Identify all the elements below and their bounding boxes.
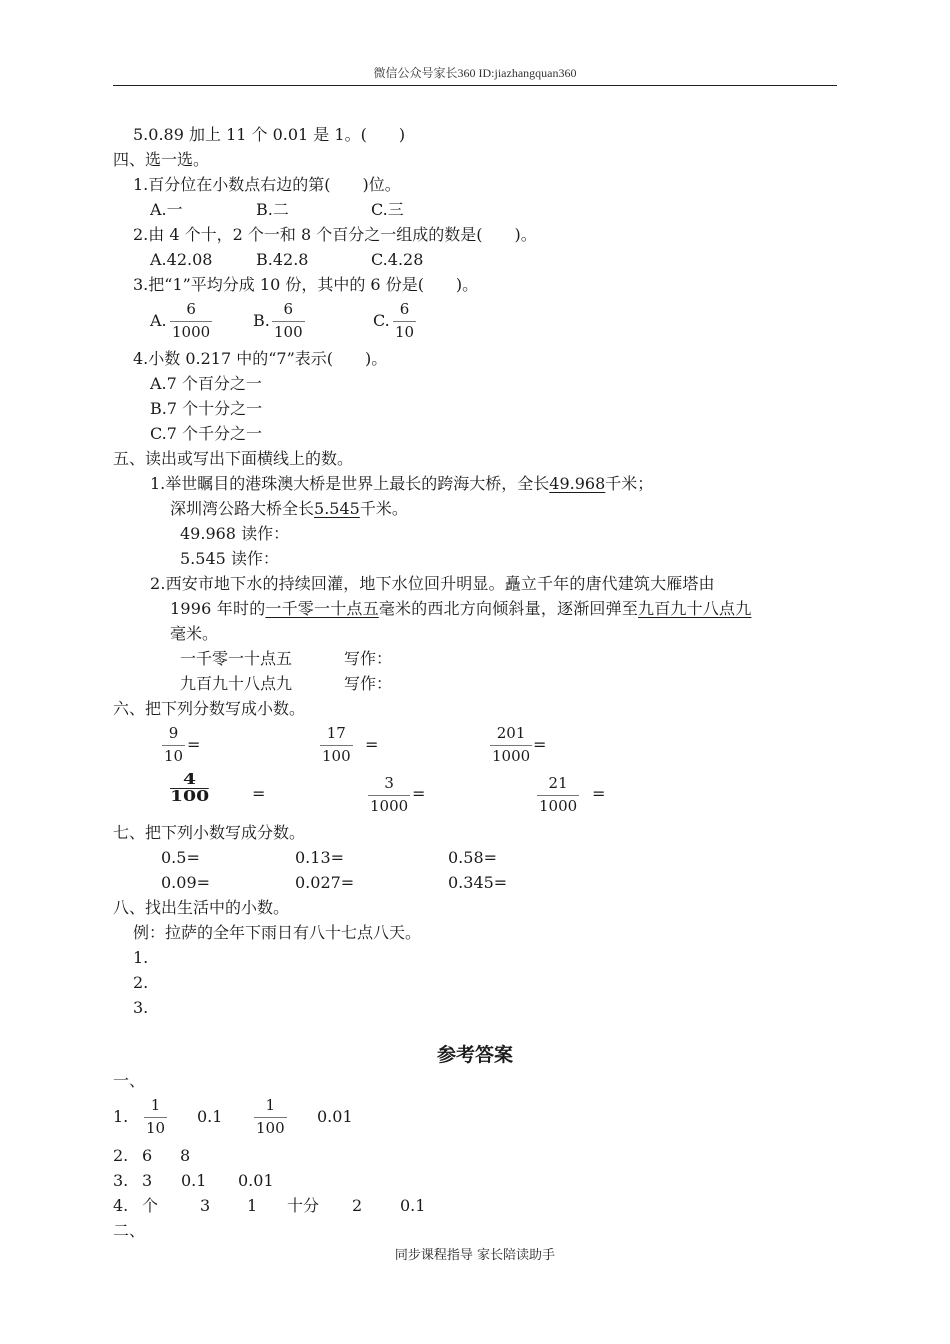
fraction-denominator: 10: [146, 1119, 166, 1137]
answer-2-item: 6: [142, 1146, 153, 1165]
fraction-numerator: 1: [265, 1096, 276, 1114]
answer-3-prefix: 3.: [113, 1171, 129, 1190]
section-7-title: 七、把下列小数写成分数。: [113, 823, 306, 842]
s4-q1-option-c: C.三: [371, 200, 404, 219]
fraction-denominator: 1000: [492, 747, 531, 765]
answer-1-fraction-2: [254, 1098, 287, 1136]
s4-q1-option-b: B.二: [256, 200, 289, 219]
s6-equals-6: =: [592, 784, 606, 803]
answer-1-prefix: 1.: [113, 1107, 129, 1126]
s6-fraction-6: [537, 776, 579, 814]
s8-blank-item: 3.: [133, 998, 149, 1017]
s6-equals-1: =: [187, 735, 201, 754]
s4-q2-option-c: C.4.28: [371, 250, 424, 269]
s8-blank-item: 1.: [133, 948, 149, 967]
s6-fraction-3: [490, 726, 532, 764]
fraction-numerator: 3: [384, 774, 394, 792]
fraction-denominator: 1000: [539, 797, 578, 815]
fraction-denominator: 100: [322, 747, 351, 765]
fraction-numerator: 6: [186, 300, 196, 318]
fraction-denominator: 1000: [370, 797, 409, 815]
s5-q2-line2: [170, 601, 751, 617]
s5-q2-write-1-label: 一千零一十点五: [180, 649, 293, 668]
s6-fraction-1: [162, 726, 185, 764]
fraction-denominator: 100: [170, 787, 210, 805]
s4-q2-option-a: A.42.08: [150, 250, 213, 269]
s6-fraction-2: [320, 726, 353, 764]
s7-item: 0.5=: [161, 848, 200, 867]
s4-q3-option-b-label: B.: [253, 311, 270, 330]
fraction-numerator: 17: [326, 724, 346, 742]
s5-q2-write-2-label: 九百九十八点九: [180, 674, 293, 693]
s5-q2-line3: 毫米。: [170, 624, 219, 643]
s5-q2-write-2: 写作：: [344, 674, 393, 693]
page-footer: 同步课程指导 家长陪读助手: [394, 1248, 556, 1263]
answer-1-value-2: 0.01: [317, 1107, 353, 1126]
answers-title: 参考答案: [436, 1044, 513, 1066]
s4-q4-option-b: B.7 个十分之一: [150, 399, 263, 418]
fraction-denominator: 100: [274, 323, 303, 341]
s4-q4-option-c: C.7 个千分之一: [150, 424, 263, 443]
s5-q1-read-1: 49.968 读作：: [180, 524, 290, 543]
s5-q1-line1: [150, 476, 653, 492]
fraction-denominator: 1000: [172, 323, 211, 341]
s5-q2-underlined-1: 一千零一十点五: [265, 599, 379, 618]
s4-q3-option-a-label: A.: [150, 311, 167, 330]
s4-q1-stem: 1.百分位在小数点右边的第( )位。: [133, 175, 401, 194]
s7-item: 0.027=: [295, 873, 355, 892]
section-5-title: 五、读出或写出下面横线上的数。: [113, 449, 354, 468]
s5-q1-underlined-number-1: 49.968: [549, 474, 606, 493]
answer-3-item: 0.01: [238, 1171, 274, 1190]
answer-3-item: 3: [142, 1171, 153, 1190]
fraction-numerator: 1: [150, 1096, 161, 1114]
s5-q1-underlined-number-2: 5.545: [314, 499, 360, 518]
answer-2-prefix: 2.: [113, 1146, 129, 1165]
s5-q1-line2-unit: 千米。: [359, 499, 408, 518]
s6-equals-2: =: [365, 735, 379, 754]
s5-q1-read-2: 5.545 读作：: [180, 549, 279, 568]
s4-q4-stem: 4.小数 0.217 中的“7”表示( )。: [133, 349, 388, 368]
header-rule: [113, 85, 837, 86]
answer-3-item: 0.1: [181, 1171, 207, 1190]
fraction-denominator: 10: [164, 747, 184, 765]
s7-item: 0.13=: [295, 848, 345, 867]
fraction-numerator: 4: [183, 770, 197, 788]
section-4-title: 四、选一选。: [113, 150, 210, 169]
fraction-denominator: 10: [395, 323, 415, 341]
answers-part-1-label: 一、: [113, 1071, 146, 1090]
s6-equals-4: =: [252, 784, 266, 803]
s6-equals-3: =: [533, 735, 547, 754]
s7-item: 0.58=: [448, 848, 498, 867]
s4-q3-option-c-label: C.: [373, 311, 390, 330]
s5-q2-write-1: 写作：: [344, 649, 393, 668]
answer-2-item: 8: [180, 1146, 191, 1165]
section-8-title: 八、找出生活中的小数。: [113, 898, 290, 917]
s7-item: 0.345=: [448, 873, 508, 892]
section-6-title: 六、把下列分数写成小数。: [113, 699, 306, 718]
s8-blank-item: 2.: [133, 973, 149, 992]
s6-equals-5: =: [412, 784, 426, 803]
s4-q2-stem: 2.由 4 个十，2 个一和 8 个百分之一组成的数是( )。: [133, 225, 537, 244]
s5-q2-underlined-2: 九百九十八点九: [638, 599, 752, 618]
s5-q1-line1-text: 1.举世瞩目的港珠澳大桥是世界上最长的跨海大桥，全长: [150, 474, 550, 493]
s4-q3-option-c-fraction: [393, 302, 416, 340]
s4-q1-option-a: A.一: [150, 200, 183, 219]
answer-4-item: 0.1: [400, 1196, 426, 1215]
fraction-numerator: 9: [168, 724, 179, 742]
s4-q3-option-a-fraction: [170, 302, 212, 340]
s5-q1-line1-unit: 千米；: [605, 474, 654, 493]
answer-4-item: 1: [247, 1196, 258, 1215]
answer-1-fraction-1: [144, 1098, 167, 1136]
fraction-numerator: 21: [548, 774, 568, 792]
s8-example: 例：拉萨的全年下雨日有八十七点八天。: [133, 923, 422, 942]
s4-q3-option-b-fraction: [272, 302, 305, 340]
answer-4-item: 十分: [287, 1196, 320, 1215]
fraction-denominator: 100: [256, 1119, 285, 1137]
s5-q2-line1: 2.西安市地下水的持续回灌，地下水位回升明显。矗立千年的唐代建筑大雁塔由: [150, 574, 715, 593]
answer-4-item: 2: [352, 1196, 363, 1215]
s5-q2-line2-mid: 毫米的西北方向倾斜量，逐渐回弹至: [378, 599, 639, 618]
s4-q4-option-a: A.7 个百分之一: [150, 374, 262, 393]
answer-1-value-1: 0.1: [197, 1107, 223, 1126]
answer-4-item: 3: [200, 1196, 211, 1215]
s5-q2-line2-text: 1996 年时的: [170, 599, 266, 618]
s6-fraction-4: [170, 772, 209, 804]
s4-q2-option-b: B.42.8: [256, 250, 309, 269]
fraction-numerator: 201: [496, 724, 526, 742]
s7-item: 0.09=: [161, 873, 211, 892]
answer-4-item: 个: [142, 1196, 159, 1215]
answers-part-2-label: 二、: [113, 1221, 146, 1240]
fraction-numerator: 6: [283, 300, 294, 318]
s6-fraction-5: [368, 776, 410, 814]
s5-q1-line2: [170, 501, 408, 517]
s5-q1-line2-text: 深圳湾公路大桥全长: [170, 499, 315, 518]
s4-q3-stem: 3.把“1”平均分成 10 份，其中的 6 份是( )。: [133, 275, 479, 294]
q5-judgement: 5.0.89 加上 11 个 0.01 是 1。( ): [133, 125, 406, 144]
page-header: 微信公众号家长360 ID:jiazhangquan360: [373, 66, 577, 80]
fraction-numerator: 6: [399, 300, 410, 318]
answer-4-prefix: 4.: [113, 1196, 129, 1215]
